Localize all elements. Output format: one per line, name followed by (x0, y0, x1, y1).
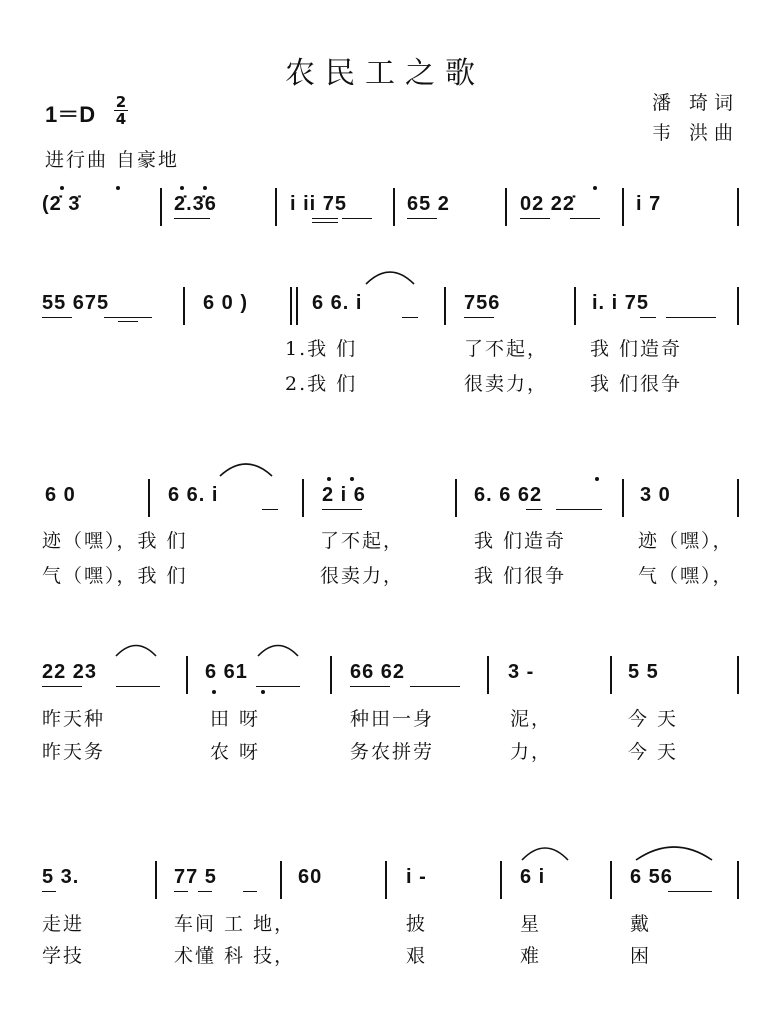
barline (737, 479, 739, 517)
lyric-verse-2: 力， (510, 741, 553, 763)
tie-slur (520, 842, 570, 862)
underline-beam (116, 686, 160, 687)
underline-beam (42, 317, 72, 318)
measure-notes: 3 - (508, 661, 535, 683)
measure-notes: 65 2 (407, 193, 450, 215)
octave-dot (60, 186, 64, 190)
low-octave-dot (261, 690, 265, 694)
barline (330, 656, 332, 694)
underline-beam (640, 317, 656, 318)
lyric-verse-2: 气（嘿）， (638, 565, 734, 587)
measure-notes: 77 5 (174, 866, 217, 888)
underline-beam (520, 218, 550, 219)
measure-notes: 2̇.3̇6 (174, 193, 217, 215)
barline (622, 479, 624, 517)
lyric-verse-1: 我 们造奇 (474, 530, 567, 552)
tie-slur (634, 842, 714, 862)
barline (505, 188, 507, 226)
tie-slur (114, 640, 158, 658)
barline (500, 861, 502, 899)
measure-notes: 60 (298, 866, 323, 888)
barline (737, 656, 739, 694)
lyric-verse-2: 今 天 (628, 741, 679, 763)
octave-dot (180, 186, 184, 190)
measure-notes: i. i 75 (592, 292, 650, 314)
underline-beam (174, 891, 188, 892)
measure-notes: 6 0 (45, 484, 76, 506)
underline-beam (312, 218, 338, 219)
barline (186, 656, 188, 694)
octave-dot (203, 186, 207, 190)
barline (148, 479, 150, 517)
underline-beam (42, 686, 82, 687)
lyric-verse-1: 1.我 们 (285, 338, 358, 360)
barline (296, 287, 298, 325)
measure-notes: 55 675 (42, 292, 110, 314)
time-signature-top: 2 (115, 93, 127, 111)
lyric-verse-1: 披 (406, 913, 428, 935)
barline (487, 656, 489, 694)
barline (275, 188, 277, 226)
barline (155, 861, 157, 899)
low-octave-dot (212, 690, 216, 694)
measure-notes: 6. 6 62 (474, 484, 543, 506)
lyric-verse-2: 很卖力， (320, 565, 405, 587)
barline (290, 287, 292, 325)
barline (737, 287, 739, 325)
measure-notes: 6 i (520, 866, 546, 888)
lyric-verse-2: 昨天务 (42, 741, 106, 763)
lyric-verse-1: 迹（嘿）， (638, 530, 734, 552)
underline-beam (42, 891, 56, 892)
barline (280, 861, 282, 899)
underline-beam (556, 509, 602, 510)
measure-notes: 6 6. i (168, 484, 219, 506)
lyric-verse-2: 难 (520, 945, 542, 967)
measure-notes: 2 i 6 (322, 484, 366, 506)
lyric-verse-2: 农 呀 (210, 741, 261, 763)
song-title: 农民工之歌 (285, 56, 485, 91)
octave-dot (593, 186, 597, 190)
key-signature: 1＝D (45, 102, 96, 127)
underline-beam (174, 218, 210, 219)
lyric-verse-1: 了不起， (320, 530, 405, 552)
octave-dot (327, 477, 331, 481)
barline (610, 861, 612, 899)
lyric-verse-1: 我 们造奇 (590, 338, 683, 360)
octave-dot (350, 477, 354, 481)
underline-beam (198, 891, 212, 892)
lyric-verse-2: 2.我 们 (285, 373, 358, 395)
barline (183, 287, 185, 325)
measure-notes: 6 56 (630, 866, 673, 888)
lyric-verse-1: 昨天种 (42, 708, 106, 730)
lyric-verse-1: 迹（嘿），我 们 (42, 530, 188, 552)
lyricist-credit: 潘 琦词 (652, 92, 740, 114)
underline-beam (526, 509, 542, 510)
lyric-verse-2: 术懂 科 技， (174, 945, 296, 967)
lyric-verse-2: 气（嘿），我 们 (42, 565, 188, 587)
measure-notes: 6 61 (205, 661, 248, 683)
underline-beam (402, 317, 418, 318)
lyric-verse-1: 戴 (630, 913, 652, 935)
underline-beam (407, 218, 437, 219)
measure-notes: 756 (464, 292, 501, 314)
barline (160, 188, 162, 226)
tie-slur (218, 458, 274, 478)
underline-beam (322, 509, 362, 510)
barline (610, 656, 612, 694)
time-signature-bottom: 4 (115, 110, 127, 128)
measure-notes: i 7 (636, 193, 662, 215)
octave-dot (116, 186, 120, 190)
time-signature (114, 95, 128, 126)
barline (455, 479, 457, 517)
barline (444, 287, 446, 325)
underline-beam (104, 317, 152, 318)
barline (393, 188, 395, 226)
measure-notes: 5 5 (628, 661, 659, 683)
barline (302, 479, 304, 517)
underline-beam (668, 891, 712, 892)
barline (622, 188, 624, 226)
lyric-verse-2: 艰 (406, 945, 428, 967)
measure-notes: 02 22̇ (520, 193, 576, 215)
underline-beam (464, 317, 494, 318)
measure-notes: i ii 75 (290, 193, 348, 215)
underline-beam (342, 218, 372, 219)
measure-notes: 3 0 (640, 484, 671, 506)
measure-notes: i - (406, 866, 427, 888)
measure-notes: 6 6. i (312, 292, 363, 314)
underline-beam (256, 686, 300, 687)
lyric-verse-2: 学技 (42, 945, 85, 967)
barline (574, 287, 576, 325)
lyric-verse-1: 今 天 (628, 708, 679, 730)
barline (385, 861, 387, 899)
underline-beam (312, 222, 338, 223)
underline-beam (350, 686, 390, 687)
tempo-marking: 进行曲 自豪地 (45, 149, 180, 171)
lyric-verse-2: 困 (630, 945, 652, 967)
measure-notes: 66 62 (350, 661, 406, 683)
measure-notes: (2̇ 3̇ (42, 193, 81, 215)
barline (737, 861, 739, 899)
octave-dot (595, 477, 599, 481)
lyric-verse-2: 我 们很争 (474, 565, 567, 587)
lyric-verse-1: 车间 工 地， (174, 913, 296, 935)
lyric-verse-1: 了不起， (464, 338, 549, 360)
measure-notes: 22 23 (42, 661, 98, 683)
tie-slur (256, 640, 300, 658)
underline-beam (666, 317, 716, 318)
lyric-verse-1: 种田一身 (350, 708, 435, 730)
composer-credit: 韦 洪曲 (652, 122, 740, 144)
lyric-verse-2: 务农拼劳 (350, 741, 435, 763)
lyric-verse-1: 星 (520, 913, 542, 935)
lyric-verse-2: 很卖力， (464, 373, 549, 395)
lyric-verse-1: 走进 (42, 913, 85, 935)
underline-beam (410, 686, 460, 687)
underline-beam (118, 321, 138, 322)
underline-beam (262, 509, 278, 510)
underline-beam (243, 891, 257, 892)
tie-slur (364, 266, 416, 286)
measure-notes: 6 0 ) (203, 292, 249, 314)
measure-notes: 5 3. (42, 866, 80, 888)
lyric-verse-1: 泥， (510, 708, 553, 730)
lyric-verse-2: 我 们很争 (590, 373, 683, 395)
lyric-verse-1: 田 呀 (210, 708, 261, 730)
barline (737, 188, 739, 226)
underline-beam (570, 218, 600, 219)
